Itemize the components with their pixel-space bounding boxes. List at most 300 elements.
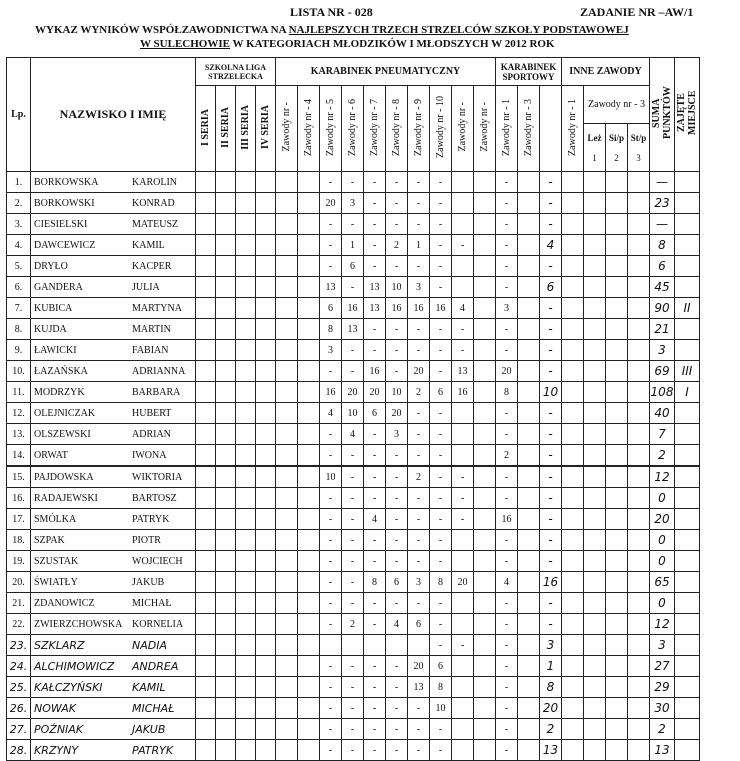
list-number: LISTA NR - 028 <box>290 5 373 19</box>
row-cell <box>196 656 216 677</box>
row-cell <box>276 614 298 635</box>
row-suma: 2 <box>650 445 675 467</box>
row-cell: - <box>540 193 562 214</box>
row-cell <box>518 509 540 530</box>
row-cell: - <box>430 593 452 614</box>
row-cell <box>474 509 496 530</box>
row-cell: - <box>342 361 364 382</box>
row-cell: - <box>452 319 474 340</box>
seria-1 <box>196 86 216 172</box>
row-cell: - <box>386 466 408 488</box>
row-cell: - <box>364 614 386 635</box>
row-cell <box>236 698 256 719</box>
row-cell <box>256 466 276 488</box>
row-suma: 13 <box>650 740 675 761</box>
row-suma: 2 <box>650 719 675 740</box>
row-cell: - <box>342 698 364 719</box>
row-cell <box>298 214 320 235</box>
row-cell: 6 <box>430 656 452 677</box>
row-cell <box>236 593 256 614</box>
row-cell: - <box>342 656 364 677</box>
row-first-name: JAKUB <box>132 576 165 588</box>
sport-col-1-label: Zawody nr - 1 <box>501 98 512 156</box>
row-cell <box>216 530 236 551</box>
row-lp: 14. <box>7 445 31 467</box>
row-cell <box>452 656 474 677</box>
row-cell <box>474 277 496 298</box>
row-cell: 3 <box>496 298 518 319</box>
row-name <box>31 235 196 256</box>
row-cell: - <box>496 424 518 445</box>
row-cell <box>256 488 276 509</box>
row-cell <box>236 277 256 298</box>
row-cell <box>518 445 540 467</box>
row-suma: 40 <box>650 403 675 424</box>
row-cell <box>276 214 298 235</box>
table-row <box>7 277 700 298</box>
inne-col-1-label: Zawody nr - 1 <box>567 98 578 156</box>
row-cell: - <box>430 445 452 467</box>
row-cell: - <box>320 445 342 467</box>
row-last-name: ŁAZAŃSKA <box>34 365 88 377</box>
row-cell <box>196 530 216 551</box>
row-cell <box>474 593 496 614</box>
row-name <box>31 593 196 614</box>
row-cell <box>584 719 606 740</box>
row-cell: - <box>430 256 452 277</box>
row-cell: - <box>320 256 342 277</box>
row-cell: - <box>386 740 408 761</box>
row-cell: - <box>364 256 386 277</box>
row-cell: 8 <box>430 677 452 698</box>
row-cell <box>276 382 298 403</box>
row-cell: - <box>364 340 386 361</box>
pneu-col-2 <box>320 86 342 172</box>
row-cell <box>584 445 606 467</box>
row-suma: 45 <box>650 277 675 298</box>
row-cell <box>562 719 584 740</box>
row-cell <box>236 572 256 593</box>
row-cell <box>216 319 236 340</box>
row-suma: — <box>650 214 675 235</box>
row-cell: - <box>430 635 452 656</box>
row-cell: 1 <box>540 656 562 677</box>
row-cell: 20 <box>408 656 430 677</box>
row-cell: - <box>342 740 364 761</box>
row-cell <box>562 466 584 488</box>
row-cell: - <box>342 719 364 740</box>
row-cell <box>628 530 650 551</box>
row-cell: 2 <box>386 235 408 256</box>
row-cell <box>474 635 496 656</box>
inne-header: INNE ZAWODY <box>562 58 650 86</box>
row-cell <box>518 530 540 551</box>
row-cell: 8 <box>364 572 386 593</box>
table-row <box>7 340 700 361</box>
row-cell <box>606 319 628 340</box>
results-table <box>6 57 700 761</box>
row-cell <box>276 572 298 593</box>
row-lp: 1. <box>7 172 31 193</box>
row-cell <box>518 677 540 698</box>
row-cell <box>196 277 216 298</box>
row-cell <box>236 677 256 698</box>
row-first-name: PATRYK <box>132 743 174 757</box>
row-cell <box>196 319 216 340</box>
row-cell <box>298 361 320 382</box>
row-suma: 3 <box>650 635 675 656</box>
row-miejsce <box>675 193 700 214</box>
row-cell <box>518 572 540 593</box>
row-cell <box>196 193 216 214</box>
row-cell <box>518 403 540 424</box>
row-cell: - <box>342 551 364 572</box>
row-cell <box>562 298 584 319</box>
row-cell: - <box>496 193 518 214</box>
row-cell: - <box>364 214 386 235</box>
row-cell <box>276 530 298 551</box>
row-cell <box>276 193 298 214</box>
row-miejsce <box>675 488 700 509</box>
row-cell: - <box>496 551 518 572</box>
row-cell <box>584 172 606 193</box>
row-cell: 8 <box>320 319 342 340</box>
row-cell <box>606 719 628 740</box>
row-cell: 10 <box>342 403 364 424</box>
suma-header <box>650 58 675 172</box>
row-name <box>31 466 196 488</box>
row-lp: 15. <box>7 466 31 488</box>
row-last-name: BORKOWSKA <box>34 176 99 188</box>
row-first-name: KAMIL <box>132 239 165 251</box>
row-cell: - <box>342 172 364 193</box>
row-cell: - <box>320 677 342 698</box>
row-cell: - <box>540 466 562 488</box>
row-suma: 30 <box>650 698 675 719</box>
seria-1-label: I SERIA <box>200 108 211 146</box>
row-cell <box>474 488 496 509</box>
row-cell <box>256 340 276 361</box>
row-cell <box>606 593 628 614</box>
row-cell <box>216 403 236 424</box>
row-cell: - <box>320 172 342 193</box>
row-cell: 1 <box>408 235 430 256</box>
pneu-col-4 <box>364 86 386 172</box>
row-cell <box>562 677 584 698</box>
row-cell: - <box>496 256 518 277</box>
row-cell: - <box>364 740 386 761</box>
row-cell <box>196 719 216 740</box>
row-cell: - <box>408 403 430 424</box>
row-cell: - <box>386 593 408 614</box>
table-row <box>7 256 700 277</box>
row-cell <box>216 256 236 277</box>
row-cell: 3 <box>408 572 430 593</box>
row-cell <box>562 382 584 403</box>
row-miejsce <box>675 719 700 740</box>
table-row <box>7 593 700 614</box>
row-last-name: SMÓLKA <box>34 513 77 525</box>
row-cell <box>584 340 606 361</box>
row-cell <box>562 361 584 382</box>
row-cell <box>196 298 216 319</box>
row-cell <box>584 593 606 614</box>
pneu-col-0 <box>276 86 298 172</box>
row-cell <box>562 509 584 530</box>
row-cell <box>562 445 584 467</box>
row-cell: - <box>342 677 364 698</box>
row-cell <box>216 572 236 593</box>
row-cell <box>606 382 628 403</box>
row-cell <box>256 361 276 382</box>
row-lp: 24. <box>7 656 31 677</box>
row-cell <box>256 572 276 593</box>
row-cell <box>298 340 320 361</box>
row-cell: - <box>430 172 452 193</box>
row-cell <box>584 361 606 382</box>
row-cell: - <box>496 656 518 677</box>
table-row <box>7 488 700 509</box>
row-cell: - <box>452 340 474 361</box>
row-cell: 13 <box>540 740 562 761</box>
row-cell: 16 <box>364 361 386 382</box>
row-last-name: BORKOWSKI <box>34 197 95 209</box>
row-cell <box>474 193 496 214</box>
row-cell <box>276 740 298 761</box>
row-lp: 25. <box>7 677 31 698</box>
row-cell <box>628 509 650 530</box>
row-cell <box>256 403 276 424</box>
pneu-col-9-label: Zawody nr - <box>479 102 490 152</box>
row-cell: - <box>342 277 364 298</box>
row-cell <box>606 530 628 551</box>
title-line-1 <box>35 24 629 36</box>
row-cell <box>628 445 650 467</box>
row-cell <box>276 466 298 488</box>
sport-col-2 <box>518 86 540 172</box>
row-cell: 10 <box>540 382 562 403</box>
row-cell <box>562 277 584 298</box>
row-miejsce <box>675 256 700 277</box>
row-cell <box>606 572 628 593</box>
row-cell <box>518 340 540 361</box>
row-cell <box>584 466 606 488</box>
row-last-name: KUJDA <box>34 323 67 335</box>
row-cell: 4 <box>386 614 408 635</box>
row-name <box>31 509 196 530</box>
row-cell <box>276 445 298 467</box>
row-cell <box>452 277 474 298</box>
row-cell <box>562 319 584 340</box>
table-row <box>7 509 700 530</box>
row-cell: - <box>496 277 518 298</box>
row-first-name: JAKUB <box>132 722 166 736</box>
row-cell <box>584 572 606 593</box>
row-miejsce <box>675 698 700 719</box>
row-cell <box>606 677 628 698</box>
row-first-name: ADRIANNA <box>132 365 186 377</box>
row-cell: 13 <box>364 298 386 319</box>
seria-4-label: IV SERIA <box>260 105 271 149</box>
row-miejsce <box>675 656 700 677</box>
row-cell <box>474 340 496 361</box>
row-cell: 20 <box>408 361 430 382</box>
sport-header: KARABINEK SPORTOWY <box>496 58 562 86</box>
pneu-col-5-label: Zawody nr - 8 <box>391 98 402 156</box>
pos-lez-label: Leż <box>587 132 602 143</box>
row-cell <box>584 530 606 551</box>
row-first-name: PIOTR <box>132 534 161 546</box>
row-name <box>31 403 196 424</box>
title-line-2-a: W SULECHOWIE <box>140 38 230 50</box>
row-suma: 0 <box>650 551 675 572</box>
row-cell: - <box>364 235 386 256</box>
row-cell <box>298 635 320 656</box>
row-cell <box>256 656 276 677</box>
row-cell <box>452 551 474 572</box>
row-cell: - <box>386 445 408 467</box>
row-cell <box>298 235 320 256</box>
row-cell <box>298 424 320 445</box>
row-last-name: ZDANOWICZ <box>34 597 95 609</box>
row-cell <box>298 488 320 509</box>
row-first-name: KORNELIA <box>132 618 184 630</box>
row-cell <box>606 214 628 235</box>
pneu-col-7-label: Zawody nr - 10 <box>435 96 446 158</box>
row-cell: - <box>496 593 518 614</box>
row-cell: - <box>496 740 518 761</box>
row-lp: 22. <box>7 614 31 635</box>
row-cell: - <box>496 466 518 488</box>
row-cell <box>256 424 276 445</box>
row-lp: 27. <box>7 719 31 740</box>
row-cell: 16 <box>386 298 408 319</box>
row-cell: - <box>386 530 408 551</box>
pos-sip <box>606 124 628 172</box>
row-cell <box>236 319 256 340</box>
row-suma: 7 <box>650 424 675 445</box>
row-cell <box>276 361 298 382</box>
row-cell: - <box>320 593 342 614</box>
row-last-name: ALCHIMOWICZ <box>34 659 115 673</box>
row-cell <box>256 277 276 298</box>
row-name <box>31 445 196 467</box>
row-cell <box>606 551 628 572</box>
row-cell <box>256 530 276 551</box>
row-cell <box>236 551 256 572</box>
row-cell: - <box>430 214 452 235</box>
row-last-name: GANDERA <box>34 281 83 293</box>
row-suma: 108 <box>650 382 675 403</box>
row-cell <box>342 635 364 656</box>
row-cell: 4 <box>452 298 474 319</box>
row-cell <box>298 530 320 551</box>
pos-sip-label: Si/p <box>608 132 624 143</box>
row-cell: 20 <box>320 193 342 214</box>
row-name <box>31 424 196 445</box>
row-last-name: ŁAWICKI <box>34 344 77 356</box>
row-cell <box>562 256 584 277</box>
row-cell <box>196 677 216 698</box>
row-cell <box>256 193 276 214</box>
row-name <box>31 382 196 403</box>
row-cell: - <box>364 698 386 719</box>
row-cell: - <box>496 172 518 193</box>
pos-stp-num: 3 <box>636 152 641 163</box>
row-name <box>31 740 196 761</box>
row-cell <box>562 340 584 361</box>
row-cell: 10 <box>320 466 342 488</box>
row-cell: - <box>496 214 518 235</box>
row-suma: 12 <box>650 614 675 635</box>
row-cell: - <box>408 340 430 361</box>
row-cell <box>628 698 650 719</box>
row-cell <box>196 424 216 445</box>
row-cell <box>518 277 540 298</box>
pos-lez <box>584 124 606 172</box>
pneu-col-4-label: Zawody nr - 7 <box>369 98 380 156</box>
row-cell: - <box>386 656 408 677</box>
pneu-col-1 <box>298 86 320 172</box>
row-cell: - <box>320 551 342 572</box>
row-name <box>31 614 196 635</box>
seria-2-label: II SERIA <box>220 106 231 148</box>
row-name <box>31 340 196 361</box>
row-cell: - <box>342 214 364 235</box>
row-cell <box>452 193 474 214</box>
row-name <box>31 277 196 298</box>
row-first-name: WOJCIECH <box>132 555 183 567</box>
row-last-name: ZWIERZCHOWSKA <box>34 618 123 630</box>
row-cell <box>236 488 256 509</box>
row-cell <box>562 656 584 677</box>
row-cell: - <box>430 193 452 214</box>
row-cell <box>196 445 216 467</box>
row-cell <box>474 172 496 193</box>
row-suma: 6 <box>650 256 675 277</box>
row-cell <box>628 340 650 361</box>
row-lp: 13. <box>7 424 31 445</box>
row-last-name: SZUSTAK <box>34 555 79 567</box>
row-cell: - <box>386 193 408 214</box>
row-cell: - <box>496 698 518 719</box>
row-cell <box>474 530 496 551</box>
table-row <box>7 319 700 340</box>
row-lp: 5. <box>7 256 31 277</box>
row-cell: 4 <box>496 572 518 593</box>
table-row <box>7 235 700 256</box>
row-cell: 2 <box>408 466 430 488</box>
row-first-name: MARTYNA <box>132 302 182 314</box>
row-cell: - <box>540 319 562 340</box>
row-suma: 23 <box>650 193 675 214</box>
title-line-1-b: NAJLEPSZYCH TRZECH STRZELCÓW SZKOŁY PODSTAWOWEJ <box>288 24 629 36</box>
row-cell: - <box>452 635 474 656</box>
pos-sip-num: 2 <box>614 152 619 163</box>
row-name <box>31 530 196 551</box>
name-header: NAZWISKO I IMIĘ <box>31 58 196 172</box>
row-cell: - <box>386 256 408 277</box>
row-lp: 7. <box>7 298 31 319</box>
row-cell <box>606 656 628 677</box>
row-cell: - <box>364 488 386 509</box>
row-cell <box>562 698 584 719</box>
results-body <box>7 172 700 761</box>
row-cell <box>256 551 276 572</box>
row-cell <box>408 635 430 656</box>
row-cell <box>474 298 496 319</box>
row-cell <box>236 361 256 382</box>
